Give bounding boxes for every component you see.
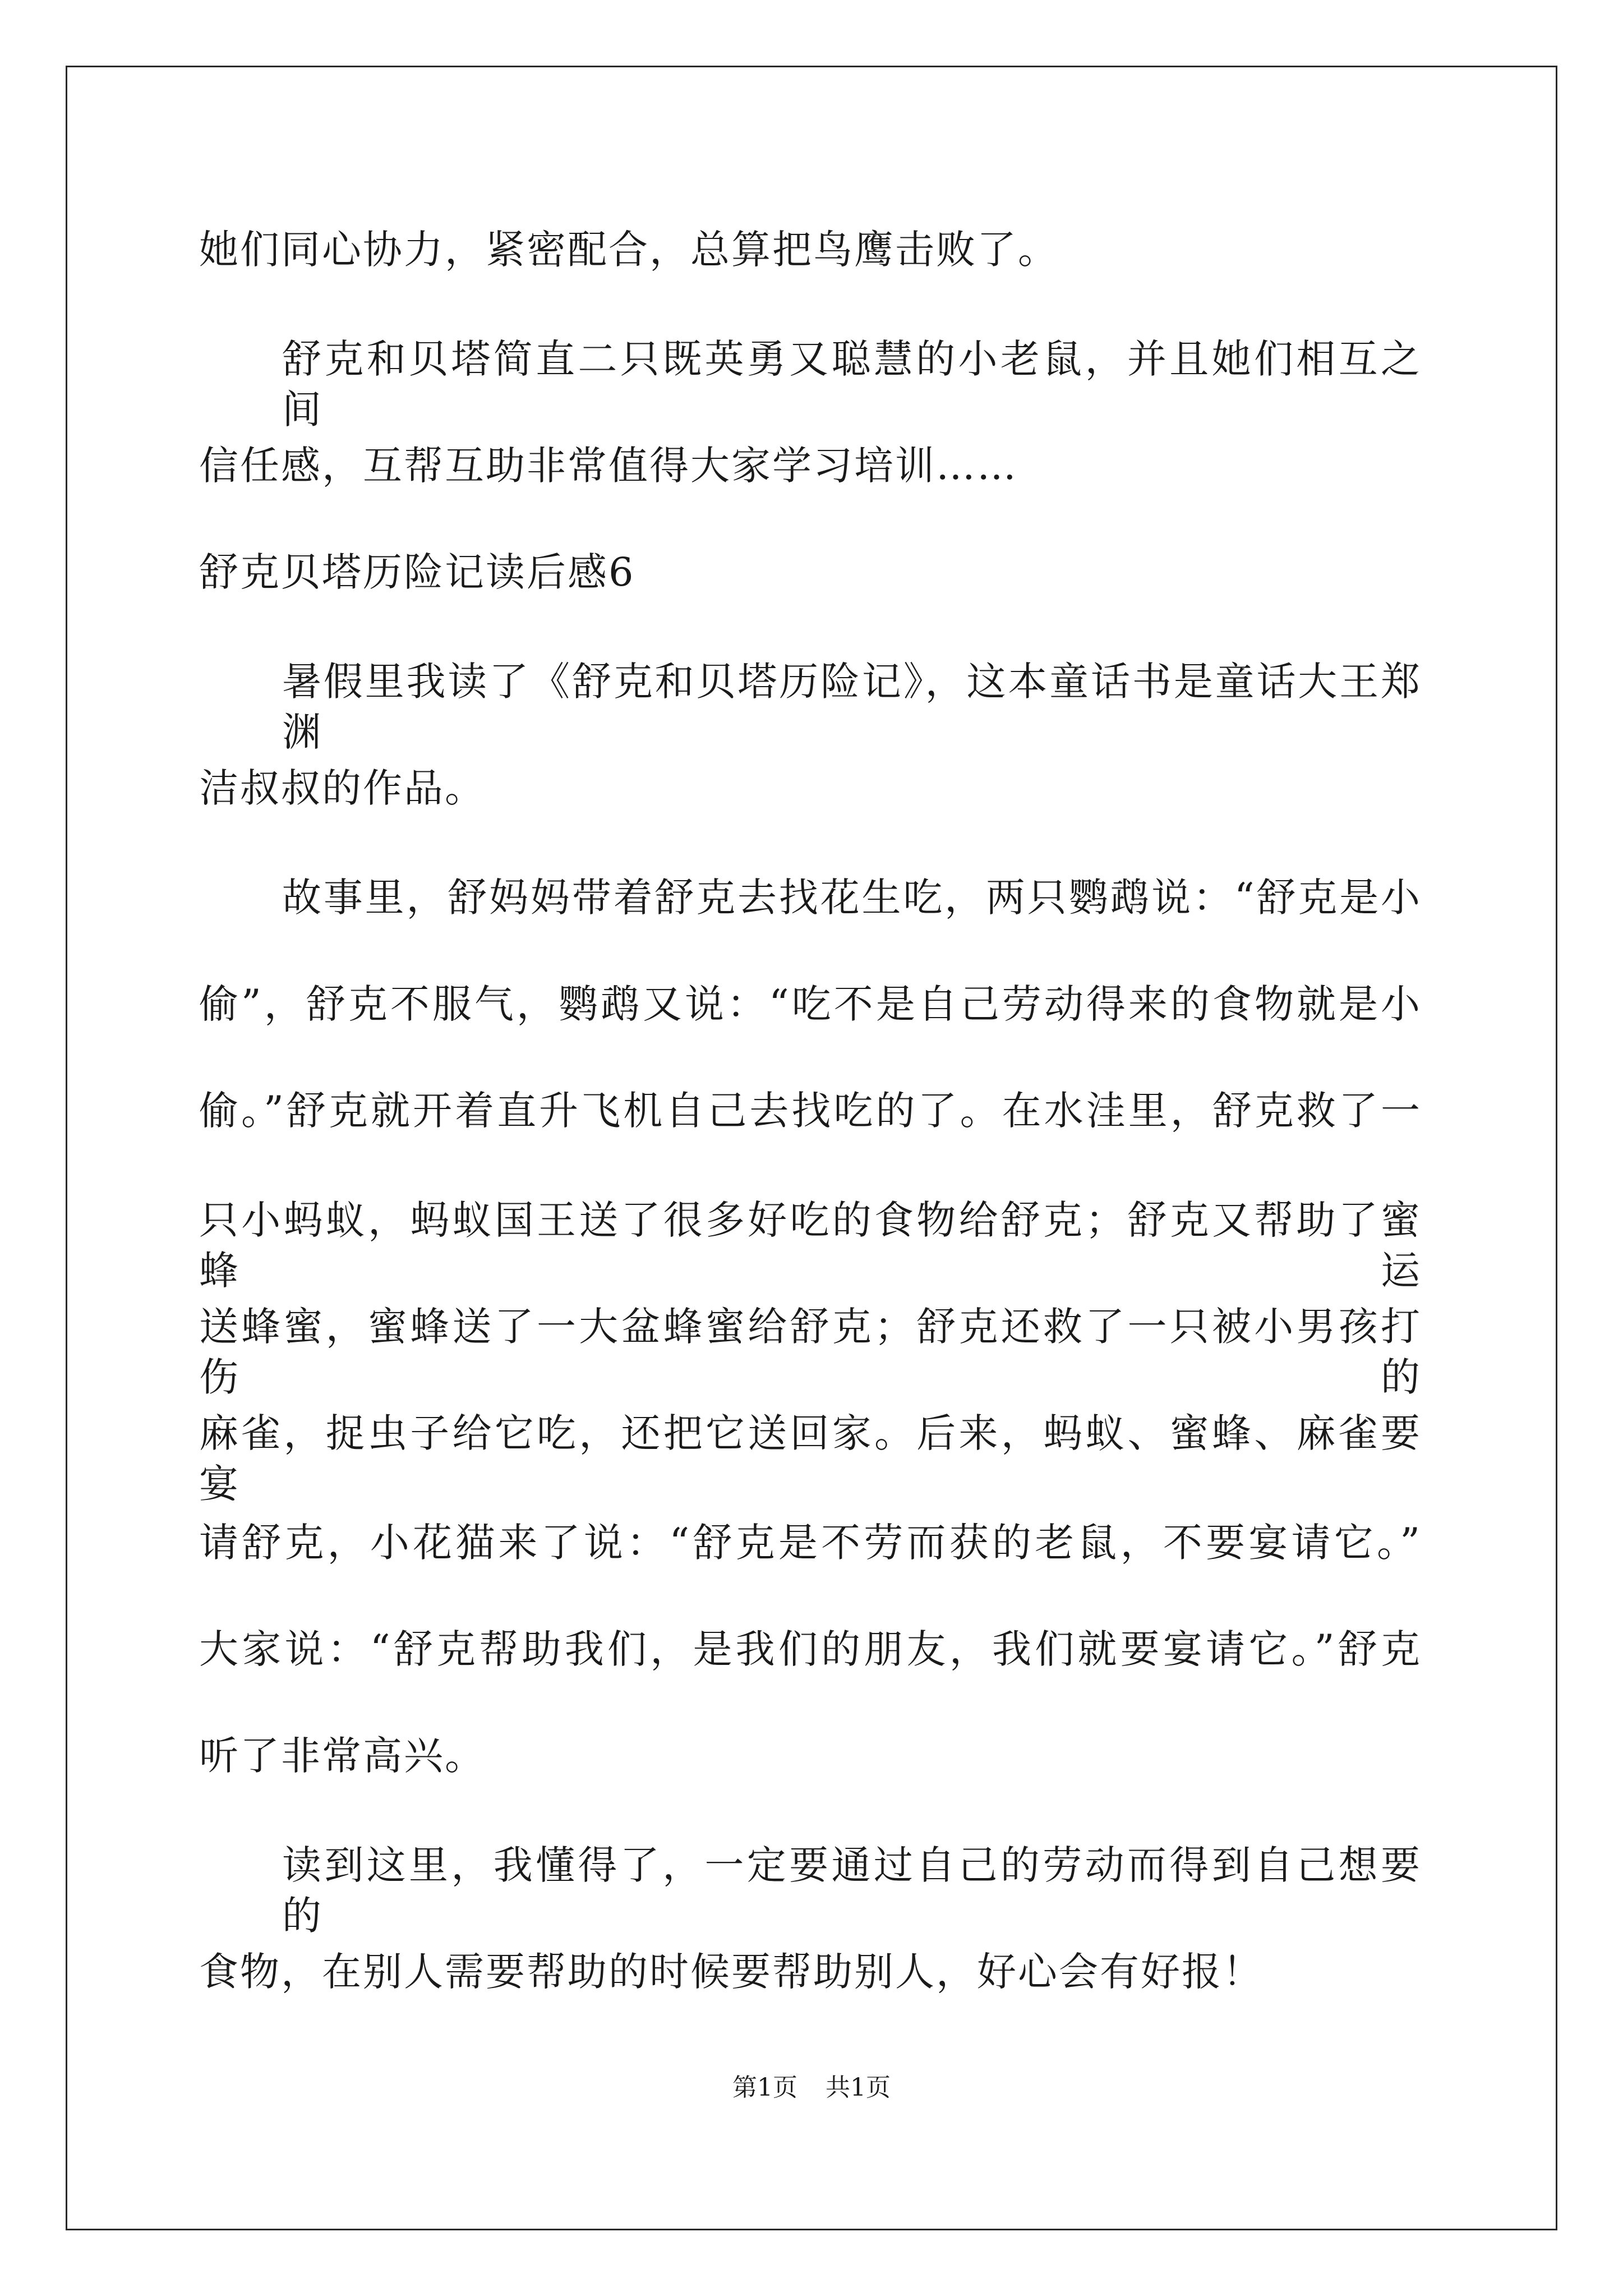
- page-footer: [0, 2071, 1623, 2105]
- text-line: 送蜂蜜，蜜蜂送了一大盆蜂蜜给舒克；舒克还救了一只被小男孩打伤的: [199, 1304, 1422, 1400]
- text-line: 食物，在别人需要帮助的时候要帮助别人，好心会有好报！: [199, 1949, 1264, 1995]
- text-line: 洁叔叔的作品。: [199, 765, 486, 811]
- page-number-total: 共1页: [826, 2073, 891, 2102]
- paragraph-first-line: 暑假里我读了《舒克和贝塔历险记》，这本童话书是童话大王郑渊: [282, 659, 1422, 755]
- text-line: 只小蚂蚁，蚂蚁国王送了很多好吃的食物给舒克；舒克又帮助了蜜蜂运: [199, 1197, 1422, 1294]
- paragraph-first-line: 舒克和贝塔简直二只既英勇又聪慧的小老鼠，并且她们相互之间: [282, 336, 1422, 432]
- text-line: 请舒克，小花猫来了说：“舒克是不劳而获的老鼠，不要宴请它。”: [199, 1520, 1422, 1566]
- text-line: 麻雀，捉虫子给它吃，还把它送回家。后来，蚂蚁、蜜蜂、麻雀要宴: [199, 1410, 1422, 1507]
- paragraph-first-line: 读到这里，我懂得了，一定要通过自己的劳动而得到自己想要的: [282, 1842, 1422, 1939]
- text-line: 信任感，互帮互助非常值得大家学习培训……: [199, 443, 1018, 489]
- page-number-current: 第1页: [732, 2073, 797, 2102]
- section-heading: 舒克贝塔历险记读后感6: [199, 549, 635, 595]
- text-line: 偷。”舒克就开着直升飞机自己去找吃的了。在水洼里，舒克救了一: [199, 1088, 1422, 1134]
- text-line: 听了非常高兴。: [199, 1733, 486, 1779]
- paragraph-first-line: 故事里，舒妈妈带着舒克去找花生吃，两只鹦鹉说：“舒克是小: [282, 875, 1422, 921]
- text-line: 她们同心协力，紧密配合，总算把鸟鹰击败了。: [199, 227, 1059, 273]
- text-line: 大家说：“舒克帮助我们，是我们的朋友，我们就要宴请它。”舒克: [199, 1626, 1422, 1672]
- text-line: 偷”，舒克不服气，鹦鹉又说：“吃不是自己劳动得来的食物就是小: [199, 981, 1422, 1027]
